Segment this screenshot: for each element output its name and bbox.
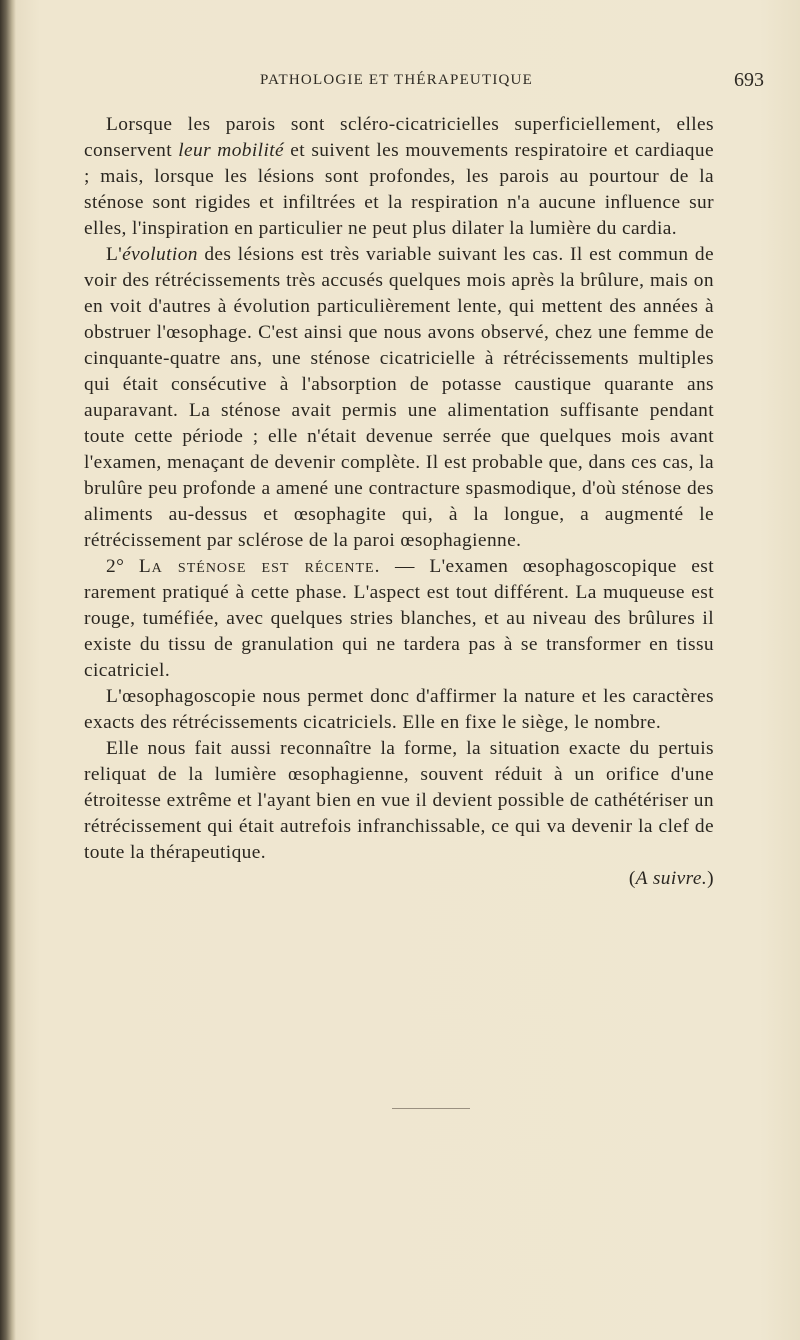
section-heading: La sténose est récente. xyxy=(138,556,381,577)
paragraph-2 xyxy=(84,242,714,554)
footer-rule xyxy=(392,1108,470,1109)
paragraph-1-text-b: et suivent les mouvements respiratoire et cardiaque ; mais, lorsque les lésions sont profondes, les parois au pourtour de la sténose sont rigides et infiltrées et la respiration n'a aucune influence sur elles, l'inspiration en particulier ne peut plus dilater la lumière du cardia. xyxy=(84,140,714,239)
paragraph-1 xyxy=(84,112,714,242)
paragraph-1-text-a: Lorsque les parois sont scléro-cicatricielles superficiellement, elles conservent xyxy=(84,114,714,161)
paragraph-3-text: — L'examen œsophagoscopique est rarement pratiqué à cette phase. L'aspect est tout différent. La muqueuse est rouge, tuméfiée, avec quelques stries blanches, et au niveau des brûlures il existe du tissu de granulation qui ne tardera pas à se transformer en tissu cicatriciel. xyxy=(84,556,714,681)
running-head: PATHOLOGIE ET THÉRAPEUTIQUE xyxy=(260,72,533,88)
book-spine-shadow xyxy=(0,0,16,1340)
continuation-close: ) xyxy=(707,868,714,889)
section-number: 2° xyxy=(106,556,139,577)
paragraph-5-text: Elle nous fait aussi reconnaître la forme, la situation exacte du pertuis reliquat de la lumière œsophagienne, souvent réduit à un orifice d'une étroitesse extrême et l'ayant bien en vue il devient possible de cathétériser un rétrécissement qui était autrefois infranchissable, ce qui va devenir la clef de toute la thérapeutique. xyxy=(84,738,714,863)
paragraph-3 xyxy=(84,554,714,684)
page-header xyxy=(84,69,796,102)
paragraph-4-text: L'œsophagoscopie nous permet donc d'affirmer la nature et les caractères exacts des rétrécissements cicatriciels. Elle en fixe le siège, le nombre. xyxy=(84,686,714,733)
body-text xyxy=(84,112,714,892)
continuation-note xyxy=(607,866,714,892)
continuation-open: ( xyxy=(628,868,636,889)
paragraph-2-text-b: des lésions est très variable suivant les cas. Il est commun de voir des rétrécissements très accusés quelques mois après la brûlure, mais on en voit d'autres à évolution particulièrement lente, qui mettent des années à obstruer l'œsophage. C'est ainsi que nous avons observé, chez une femme de cinquante-quatre ans, une sténose cicatricielle à rétrécissements multiples qui était consécutive à l'absorption de potasse caustique quarante ans auparavant. La sténose avait permis une alimentation suffisante pendant toute cette période ; elle n'était devenue serrée que quelques mois avant l'examen, menaçant de devenir complète. Il est probable que, dans ces cas, la brulûre peu profonde a amené une contracture spasmodique, d'où sténose des aliments au-dessus et œsophagite qui, à la longue, a augmenté le rétrécissement par sclérose de la paroi œsophagienne. xyxy=(84,244,714,551)
paragraph-2-emphasis: évolution xyxy=(122,244,198,265)
continuation-line xyxy=(84,866,714,892)
paragraph-2-text-a: L' xyxy=(106,244,123,265)
paragraph-4 xyxy=(84,684,714,736)
paragraph-1-emphasis: leur mobilité xyxy=(178,140,285,161)
page-number: 693 xyxy=(734,69,764,91)
continuation-text: A suivre. xyxy=(635,868,708,889)
paragraph-5 xyxy=(84,736,714,866)
